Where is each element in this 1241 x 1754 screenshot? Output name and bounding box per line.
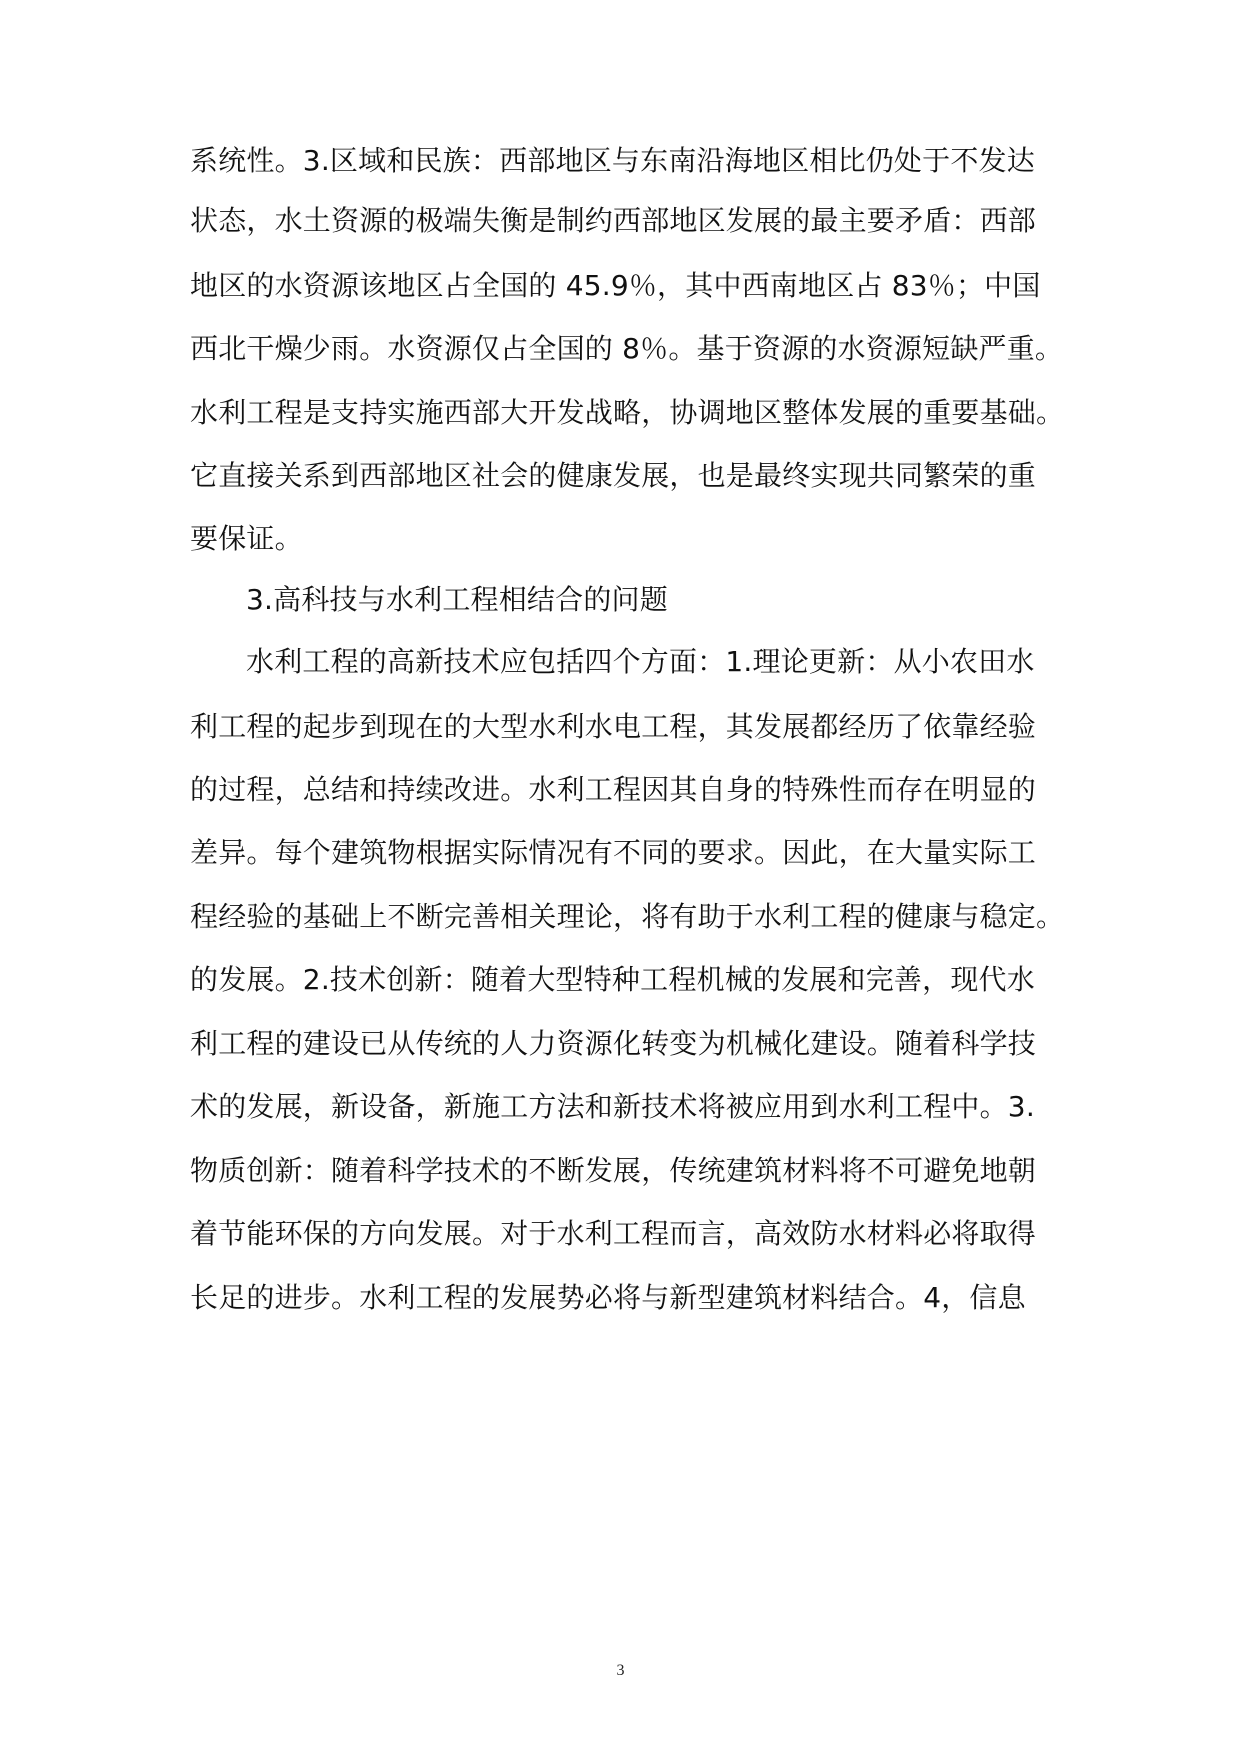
- paragraph-1-line-5: 水利工程是支持实施西部大开发战略，协调地区整体发展的重要基础。: [190, 396, 1065, 429]
- paragraph-1-line-1: 系统性。3.区域和民族：西部地区与东南沿海地区相比仍处于不发达: [190, 144, 1035, 177]
- paragraph-2-line-7: 利工程的建设已从传统的人力资源化转变为机械化建设。随着科学技: [190, 1027, 1037, 1060]
- paragraph-2-line-5: 程经验的基础上不断完善相关理论，将有助于水利工程的健康与稳定。: [190, 900, 1065, 933]
- paragraph-2-line-1: 水利工程的高新技术应包括四个方面：1.理论更新：从小农田水: [246, 645, 1035, 678]
- paragraph-2-line-3: 的过程，总结和持续改进。水利工程因其自身的特殊性而存在明显的: [190, 773, 1037, 806]
- paragraph-2-line-11: 长足的进步。水利工程的发展势必将与新型建筑材料结合。4，信息: [190, 1281, 1026, 1314]
- page-number: 3: [616, 1662, 625, 1679]
- paragraph-1-line-2: 状态，水土资源的极端失衡是制约西部地区发展的最主要矛盾：西部: [190, 204, 1037, 237]
- paragraph-2-line-2: 利工程的起步到现在的大型水利水电工程，其发展都经历了依靠经验: [190, 710, 1037, 743]
- paragraph-1-line-4: 西北干燥少雨。水资源仅占全国的 8％。基于资源的水资源短缺严重。: [190, 332, 1064, 365]
- paragraph-1-line-3: 地区的水资源该地区占全国的 45.9％，其中西南地区占 83％；中国: [190, 269, 1041, 302]
- paragraph-2-line-8: 术的发展，新设备，新施工方法和新技术将被应用到水利工程中。3.: [190, 1090, 1035, 1123]
- paragraph-2-line-4: 差异。每个建筑物根据实际情况有不同的要求。因此，在大量实际工: [190, 836, 1037, 869]
- paragraph-2-line-9: 物质创新：随着科学技术的不断发展，传统建筑材料将不可避免地朝: [190, 1154, 1037, 1187]
- paragraph-1-line-6: 它直接关系到西部地区社会的健康发展，也是最终实现共同繁荣的重: [190, 459, 1037, 492]
- section-heading: 3.高科技与水利工程相结合的问题: [246, 583, 668, 616]
- paragraph-2-line-10: 着节能环保的方向发展。对于水利工程而言，高效防水材料必将取得: [190, 1217, 1037, 1250]
- paragraph-1-line-7: 要保证。: [190, 522, 303, 555]
- paragraph-2-line-6: 的发展。2.技术创新：随着大型特种工程机械的发展和完善，现代水: [190, 963, 1035, 996]
